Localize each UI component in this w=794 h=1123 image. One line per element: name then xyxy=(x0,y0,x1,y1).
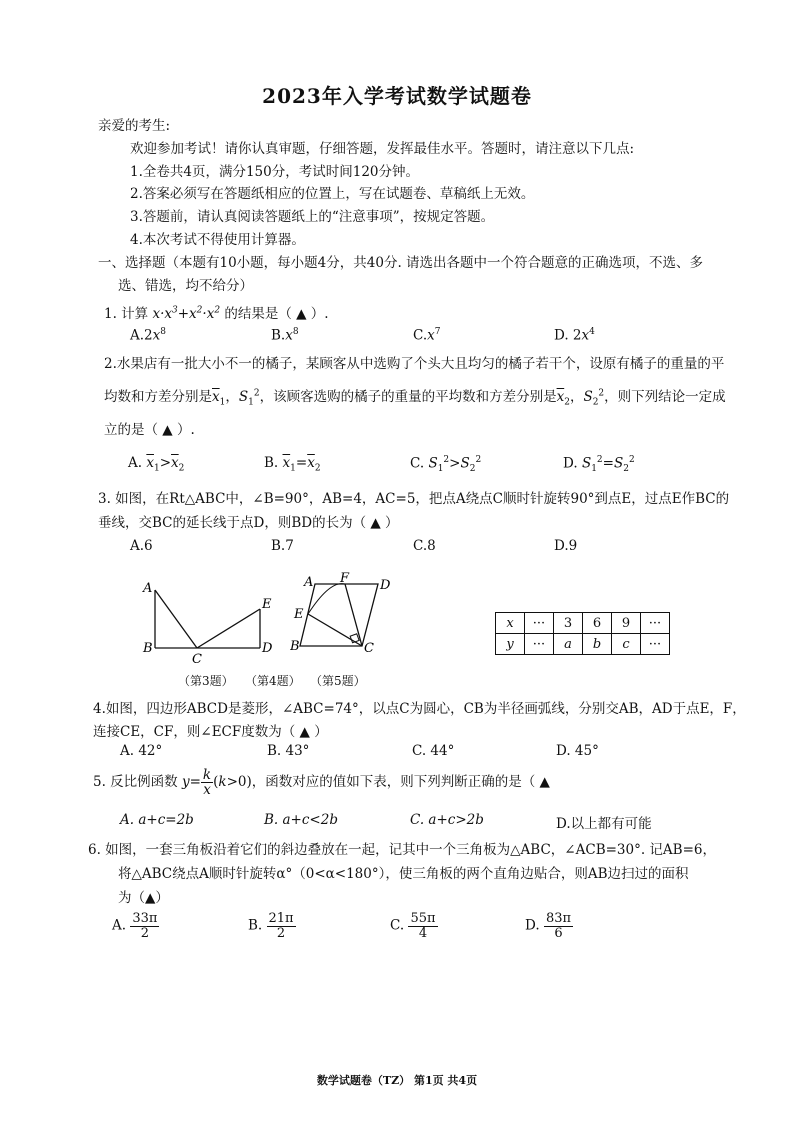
table-cell: a xyxy=(554,634,583,655)
q2-line2: 均数和方差分别是$\overline{x}_1$，$S_1^2$，该顾客选购的橘子的重量的平均数和方差分别是$\overline{x}_2$，$S_2^2$，则下列结论一定成 xyxy=(104,388,726,408)
table-cell: c xyxy=(612,634,641,655)
q3-line2: 垂线，交BC的延长线于点D，则BD的长为（ ▲ ） xyxy=(98,515,399,531)
fig4-label-b: B xyxy=(290,639,300,654)
table-cell: 3 xyxy=(554,613,583,634)
q4-option-a: A. 42° xyxy=(120,743,163,759)
q1-option-b: $B.x^8$ xyxy=(271,327,299,344)
figure-q3 xyxy=(140,576,280,666)
q1-suffix: 的结果是（ ▲ ）. xyxy=(224,306,329,322)
fig4-label-f: F xyxy=(340,572,350,586)
table-cell: x xyxy=(496,613,525,634)
fig3-label-a: A xyxy=(143,581,153,596)
q3-option-b: B.7 xyxy=(271,538,294,554)
section1-heading-cont: 选、错选，均不给分） xyxy=(118,278,253,294)
q5-fraction: $\frac{k}{x}$ xyxy=(202,767,212,799)
caption-q5: （第5题） xyxy=(310,674,366,688)
page-footer: 数学试题卷（TZ） 第1页 共4页 xyxy=(316,1074,478,1087)
fig3-label-c: C xyxy=(192,652,202,666)
note-2: 2.答案必须写在答题纸相应的位置上，写在试题卷、草稿纸上无效。 xyxy=(130,186,535,202)
value-table xyxy=(495,612,670,655)
section1-heading: 一、选择题（本题有10小题，每小题4分，共40分. 请选出各题中一个符合题意的正确选项，不选、多 xyxy=(98,255,704,271)
table-cell: ··· xyxy=(525,613,554,634)
q3-option-a: A.6 xyxy=(130,538,153,554)
q2-option-a: A. $\overline{x}_1>\overline{x}_2$ xyxy=(128,455,185,474)
q2-option-c: C. $S_1^2>S_2^2$ xyxy=(410,455,482,475)
figure-q4 xyxy=(290,572,400,662)
q1-option-c: $C.x^7$ xyxy=(413,327,441,344)
q4-option-c: C. 44° xyxy=(412,743,455,759)
table-cell: ··· xyxy=(641,613,670,634)
q4-line1: 4.如图，四边形ABCD是菱形，∠ABC=74°，以点C为圆心，CB为半径画弧线，分别交AB，AD于点E，F， xyxy=(93,701,746,717)
q6-option-b: B. $\frac{21\pi}{2}$ xyxy=(248,911,294,941)
q6-option-a: A. $\frac{33\pi}{2}$ xyxy=(112,911,158,941)
q6-option-d: D. $\frac{83\pi}{6}$ xyxy=(525,911,572,941)
q1-expression: $x\cdot x^3+x^2\cdot x^2$ xyxy=(152,305,221,322)
caption-q3: （第3题） xyxy=(178,674,234,688)
note-3: 3.答题前，请认真阅读答题纸上的“注意事项”，按规定答题。 xyxy=(130,209,495,225)
q1-option-a: $A.2x^8$ xyxy=(130,327,166,344)
table-cell: 6 xyxy=(583,613,612,634)
q4-option-b: B. 43° xyxy=(267,743,310,759)
fig3-label-d: D xyxy=(262,641,273,656)
note-4: 4.本次考试不得使用计算器。 xyxy=(130,232,305,248)
fig3-label-e: E xyxy=(262,597,272,612)
table-cell: b xyxy=(583,634,612,655)
fig4-label-c: C xyxy=(364,641,374,656)
q3-option-c: C.8 xyxy=(413,538,436,554)
table-cell: ··· xyxy=(641,634,670,655)
q2-option-b: B. $\overline{x}_1=\overline{x}_2$ xyxy=(264,455,321,474)
q5-option-c: C. a+c>2b xyxy=(410,812,484,828)
q1-stem xyxy=(104,302,329,322)
q5-option-b: B. a+c<2b xyxy=(264,812,338,828)
note-1: 1.全卷共4页，满分150分，考试时间120分钟。 xyxy=(130,164,420,180)
intro-text: 欢迎参加考试！请你认真审题，仔细答题，发挥最佳水平。答题时，请注意以下几点: xyxy=(130,141,635,157)
q3-option-d: D.9 xyxy=(554,538,578,554)
q2-line3: 立的是（ ▲ ）. xyxy=(104,422,195,438)
q2-option-d: D. $S_1^2=S_2^2$ xyxy=(563,455,635,475)
page-title: 2023年入学考试数学试题卷 xyxy=(262,84,532,108)
q5-option-d: D.以上都有可能 xyxy=(556,816,652,832)
q6-line2: 将△ABC绕点A顺时针旋转α°（0<α<180°），使三角板的两个直角边贴合，则AB边扫过的面积 xyxy=(118,866,689,882)
fig4-label-e: E xyxy=(294,607,304,622)
caption-q4: （第4题） xyxy=(245,674,301,688)
table-row xyxy=(496,613,670,634)
q4-line2: 连接CE，CF，则∠ECF度数为（ ▲ ） xyxy=(93,724,328,740)
q5-stem: 5. 反比例函数 y= $\frac{k}{x}$ (k>0)，函数对应的值如下表，则下列判断正确的是（ ▲ xyxy=(93,767,550,799)
fig4-label-d: D xyxy=(380,578,391,593)
table-cell: ··· xyxy=(525,634,554,655)
q6-line3: 为（▲） xyxy=(118,890,169,906)
fig3-label-b: B xyxy=(143,641,153,656)
q4-option-d: D. 45° xyxy=(556,743,599,759)
q1-option-d: D. $2x^4$ xyxy=(554,327,595,344)
q5-option-a: A. a+c=2b xyxy=(120,812,194,828)
q1-prefix: 1. 计算 xyxy=(104,306,149,322)
fig4-label-a: A xyxy=(304,575,314,590)
q6-option-c: C. $\frac{55\pi}{4}$ xyxy=(390,911,436,941)
table-row xyxy=(496,634,670,655)
q3-line1: 3. 如图，在Rt△ABC中，∠B=90°，AB=4，AC=5，把点A绕点C顺时针旋转90°到点E，过点E作BC的 xyxy=(98,491,730,507)
q2-line1: 2.水果店有一批大小不一的橘子，某顾客从中选购了个头大且均匀的橘子若干个，设原有橘子的重量的平 xyxy=(104,356,725,372)
table-cell: 9 xyxy=(612,613,641,634)
q6-line1: 6. 如图，一套三角板沿着它们的斜边叠放在一起，记其中一个三角板为△ABC，∠ACB=30°. 记AB=6， xyxy=(88,842,717,858)
table-cell: y xyxy=(496,634,525,655)
greeting: 亲爱的考生: xyxy=(98,118,171,134)
